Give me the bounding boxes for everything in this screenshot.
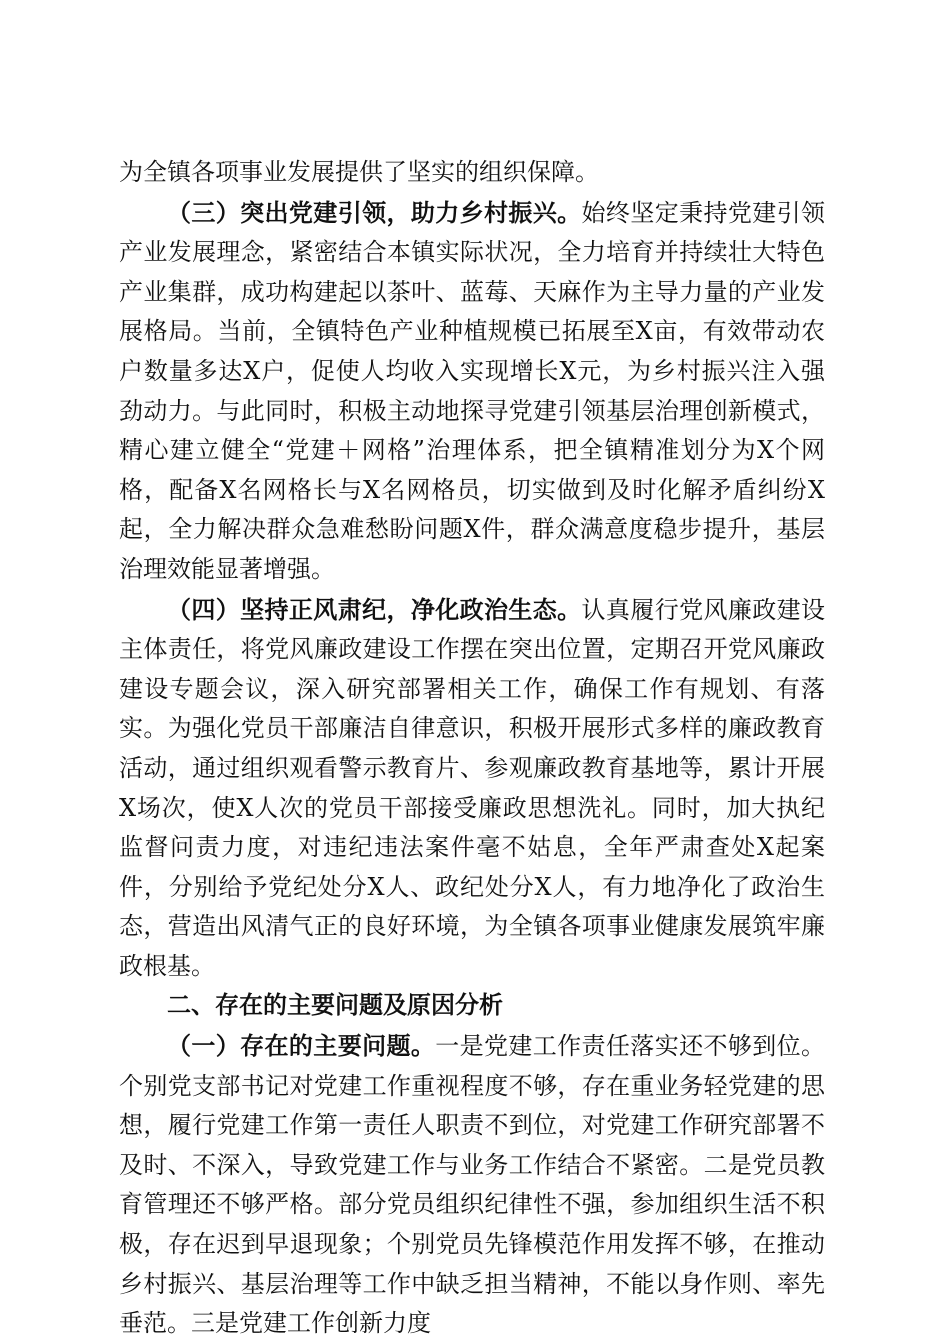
problems-body: 一是党建工作责任落实还不够到位。个别党支部书记对党建工作重视程度不够，存在重业务轻党建的思想，履行党建工作第一责任人职责不到位，对党建工作研究部署不及时、不深入，导致党建工作与业务工作结合不紧密。二是党员教育管理还不够严格。部分党员组织纪律性不强，参加组织生活不积极，存在迟到早退现象；个别党员先锋模范作用发挥不够，在推动乡村振兴、基层治理等工作中缺乏担当精神，不能以身作则、率先垂范。三是党建工作创新力度	[119, 1032, 826, 1338]
section-3-lead: （三）突出党建引领，助力乡村振兴。	[167, 197, 582, 227]
section-3-body: 始终坚定秉持党建引领产业发展理念，紧密结合本镇实际状况，全力培育并持续壮大特色产业集群，成功构建起以茶叶、蓝莓、天麻作为主导力量的产业发展格局。当前，全镇特色产业种植规模已拓展至X亩，有效带动农户数量多达X户，促使人均收入实现增长X元，为乡村振兴注入强劲动力。与此同时，积极主动地探寻党建引领基层治理创新模式，精心建立健全“党建＋网格”治理体系，把全镇精准划分为X个网格，配备X名网格长与X名网格员，切实做到及时化解矛盾纠纷X起，全力解决群众急难愁盼问题X件，群众满意度稳步提升，基层治理效能显著增强。	[119, 198, 826, 583]
section-4-body: 认真履行党风廉政建设主体责任，将党风廉政建设工作摆在突出位置，定期召开党风廉政建设专题会议，深入研究部署相关工作，确保工作有规划、有落实。为强化党员干部廉洁自律意识，积极开展形式多样的廉政教育活动，通过组织观看警示教育片、参观廉政教育基地等，累计开展X场次，使X人次的党员干部接受廉政思想洗礼。同时，加大执纪监督问责力度，对违纪违法案件毫不姑息，全年严肃查处X起案件，分别给予党纪处分X人、政纪处分X人，有力地净化了政治生态，营造出风清气正的良好环境，为全镇各项事业健康发展筑牢廉政根基。	[119, 595, 826, 980]
paragraph-continuation: 为全镇各项事业发展提供了坚实的组织保障。	[119, 158, 599, 186]
paragraph-section-3	[119, 193, 825, 590]
paragraph-section-4	[119, 590, 825, 987]
paragraph-problems	[119, 1026, 825, 1344]
document-body	[119, 153, 825, 1344]
section-4-lead: （四）坚持正风肃纪，净化政治生态。	[167, 594, 582, 624]
problems-lead: （一）存在的主要问题。	[167, 1031, 436, 1061]
heading-part-2: 二、存在的主要问题及原因分析	[167, 991, 503, 1020]
